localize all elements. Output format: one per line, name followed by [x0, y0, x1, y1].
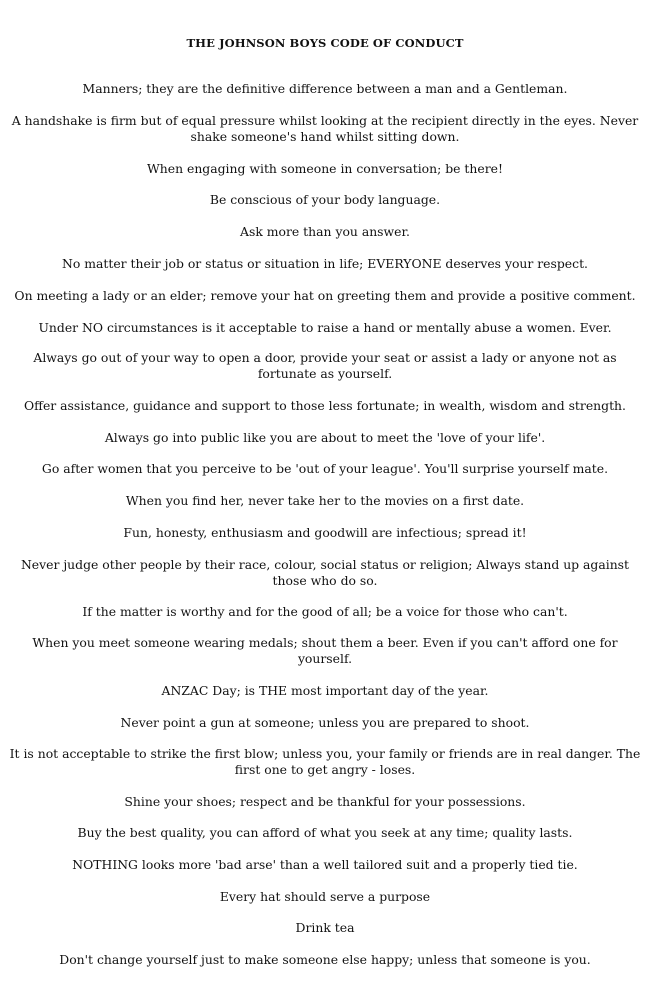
rule-item: Always go into public like you are about to meet the 'love of your life'.	[104, 430, 546, 445]
rule-item: Never point a gun at someone; unless you are prepared to shoot.	[120, 715, 530, 730]
rule-item: Drink tea	[295, 920, 355, 935]
rule-item: Buy the best quality, you can afford of what you seek at any time; quality lasts.	[77, 825, 573, 840]
rule-item: Never judge other people by their race, colour, social status or religion; Always stand up against those who do so.	[20, 557, 630, 588]
rule-item: When engaging with someone in conversation; be there!	[147, 161, 503, 176]
rule-item: On meeting a lady or an elder; remove your hat on greeting them and provide a positive comment.	[14, 288, 636, 303]
rule-item: Every hat should serve a purpose	[219, 889, 431, 904]
rule-item: Be conscious of your body language.	[209, 192, 441, 207]
rule-item: Shine your shoes; respect and be thankful for your possessions.	[124, 794, 526, 809]
rule-item: Go after women that you perceive to be 'out of your league'. You'll surprise yourself mate.	[41, 461, 609, 476]
rule-item: If the matter is worthy and for the good of all; be a voice for those who can't.	[82, 604, 568, 619]
rule-item: Manners; they are the definitive difference between a man and a Gentleman.	[82, 81, 568, 96]
rule-item: Ask more than you answer.	[240, 224, 410, 239]
rule-item: Fun, honesty, enthusiasm and goodwill are infectious; spread it!	[123, 525, 527, 540]
rule-item: Under NO circumstances is it acceptable to raise a hand or mentally abuse a women. Ever.	[38, 320, 612, 335]
rule-item: Offer assistance, guidance and support to those less fortunate; in wealth, wisdom and strength.	[24, 398, 626, 413]
rule-item: A handshake is firm but of equal pressure whilst looking at the recipient directly in the eyes. Never shake someone's hand whilst sitting down.	[11, 113, 639, 144]
rule-item: No matter their job or status or situation in life; EVERYONE deserves your respect.	[62, 256, 588, 271]
document-title: THE JOHNSON BOYS CODE OF CONDUCT	[186, 36, 464, 50]
rule-item: It is not acceptable to strike the first blow; unless you, your family or friends are in real danger. The first one to get angry - loses.	[9, 746, 641, 777]
rule-item: When you find her, never take her to the movies on a first date.	[125, 493, 525, 508]
rule-item: ANZAC Day; is THE most important day of the year.	[161, 683, 489, 698]
rule-item: When you meet someone wearing medals; shout them a beer. Even if you can't afford one for yourself.	[32, 635, 618, 666]
rule-item: Don't change yourself just to make someone else happy; unless that someone is you.	[59, 952, 591, 967]
rule-item: Always go out of your way to open a door, provide your seat or assist a lady or anyone not as fortunate as yourself.	[33, 350, 617, 381]
rule-item: NOTHING looks more 'bad arse' than a well tailored suit and a properly tied tie.	[72, 857, 578, 872]
